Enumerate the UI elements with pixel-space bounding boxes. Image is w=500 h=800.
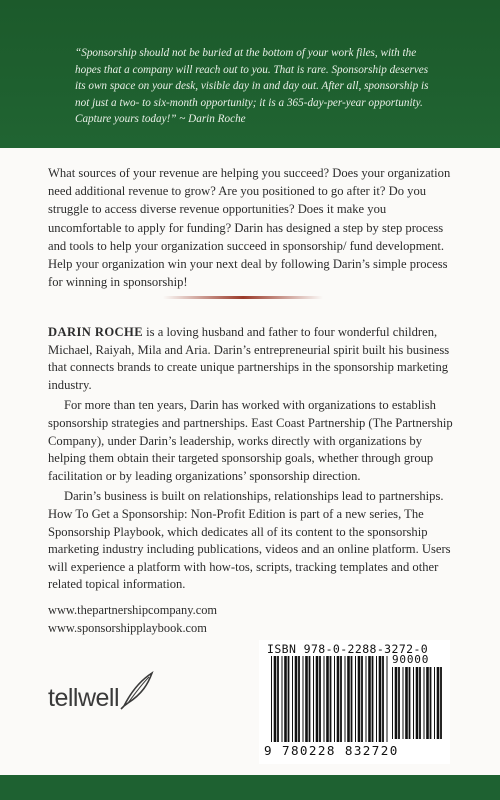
barcode-bar [368, 656, 371, 742]
barcode-bar [440, 667, 442, 739]
author-bio [48, 324, 460, 594]
barcode-bar [316, 656, 319, 742]
barcode-bar [298, 656, 300, 742]
barcode-bar [395, 667, 398, 739]
barcode-bar [355, 656, 356, 742]
barcode-bar [437, 667, 440, 739]
addon-barcode-bars [392, 667, 446, 739]
barcode-bar [379, 656, 382, 742]
barcode-bar [277, 656, 279, 742]
barcode-bar [358, 656, 361, 742]
quill-pen-icon [118, 670, 158, 710]
bio-paragraph-3: Darin’s business is built on relationships, relationships lead to partnerships. How To Get a Sponsorship: Non-Profit Edition is part of a new series, The Sponsorship Playbook, which dedicates all of its content to the sponsorship marketing industry including publications, videos and an online platform. Users will experience a platform with how-tos, scripts, tracking templates and other related topical information. [48, 489, 451, 592]
barcode-bar [387, 656, 388, 742]
barcode-bar [330, 656, 332, 742]
barcode-bar [295, 656, 298, 742]
barcode-bar [337, 656, 340, 742]
barcode-bar [424, 667, 425, 739]
price-addon-digits: 90000 [392, 653, 430, 666]
barcode-bar [351, 656, 353, 742]
bio-paragraph-1 [48, 324, 460, 394]
barcode-bar [274, 656, 277, 742]
barcode-bar [361, 656, 363, 742]
barcode-bar [340, 656, 342, 742]
author-name: DARIN ROCHE [48, 325, 144, 339]
barcode-bar [430, 667, 432, 739]
barcode-bar [313, 656, 314, 742]
barcode-bar [413, 667, 414, 739]
website-link-partnership[interactable]: www.thepartnershipcompany.com [48, 603, 218, 617]
website-links [48, 601, 217, 637]
barcode-bar [434, 667, 435, 739]
barcode-bar [326, 656, 329, 742]
publisher-logo-text: tellwell [48, 684, 120, 712]
ean-barcode-bars [271, 656, 389, 742]
bio-paragraph-2: For more than ten years, Darin has worked with organizations to establish sponsorship strategies and partnerships. East Coast Partnership (The Partnership Company), under Darin’s leadership, works directly with organizations by helping them obtain their targeted sponsorship goals, whether through group facilitation or by leading organizations’ sponsorship direction. [48, 398, 453, 483]
barcode-bar [345, 656, 346, 742]
barcode-bar [271, 656, 272, 742]
barcode-bar [309, 656, 311, 742]
barcode-bar [403, 667, 404, 739]
barcode-bar [282, 656, 283, 742]
barcode-bar [398, 667, 400, 739]
book-pitch-paragraph: What sources of your revenue are helping you succeed? Does your organization need additional revenue to grow? Are you positioned to go after it? Do you struggle to access diverse revenue opportunities? Does it make you uncomfortable to apply for funding? Darin has designed a step by step process and tools to help your organization succeed in sponsorship/ fund development. Help your organization win your next deal by following Darin’s simple process for winning in sponsorship! [48, 166, 451, 290]
barcode-bar [409, 667, 411, 739]
barcode-bar [292, 656, 293, 742]
barcode-bar [376, 656, 377, 742]
barcode-bar [366, 656, 367, 742]
barcode-bar [416, 667, 419, 739]
barcode-bar [392, 667, 393, 739]
barcode-bar [419, 667, 421, 739]
publisher-logo [48, 672, 158, 720]
decorative-divider [163, 296, 323, 299]
barcode-bar [305, 656, 308, 742]
website-link-playbook[interactable]: www.sponsorshipplaybook.com [48, 621, 207, 635]
isbn-label: ISBN 978-0-2288-3272-0 [267, 642, 429, 656]
barcode-bar [319, 656, 321, 742]
barcode-bar [405, 667, 408, 739]
barcode-bar [324, 656, 325, 742]
barcode-bar [372, 656, 374, 742]
isbn-barcode [259, 640, 450, 764]
barcode-bar [426, 667, 429, 739]
bottom-green-band [0, 775, 500, 800]
barcode-bar [284, 656, 287, 742]
barcode-bar [382, 656, 384, 742]
barcode-bar [288, 656, 290, 742]
bio-paragraph-1-text: is a loving husband and father to four wonderful children, Michael, Raiyah, Mila and Aria. Darin’s entrepreneurial spirit built his business that connects brands to create unique partnerships in the sponsorship marketing industry. [48, 325, 450, 392]
barcode-bar [347, 656, 350, 742]
endorsement-quote: “Sponsorship should not be buried at the bottom of your work files, with the hopes that a company will reach out to you. That is rare. Sponsorship deserves its own space on your desk, visible day in and day out. After all, sponsorship is not just a two- to six-month opportunity; it is a 365-day-per-year opportunity. Capture yours today!” ~ Darin Roche [75, 47, 429, 126]
barcode-bar [334, 656, 335, 742]
barcode-bar [303, 656, 304, 742]
isbn-digits: 9 780228 832720 [264, 743, 399, 758]
